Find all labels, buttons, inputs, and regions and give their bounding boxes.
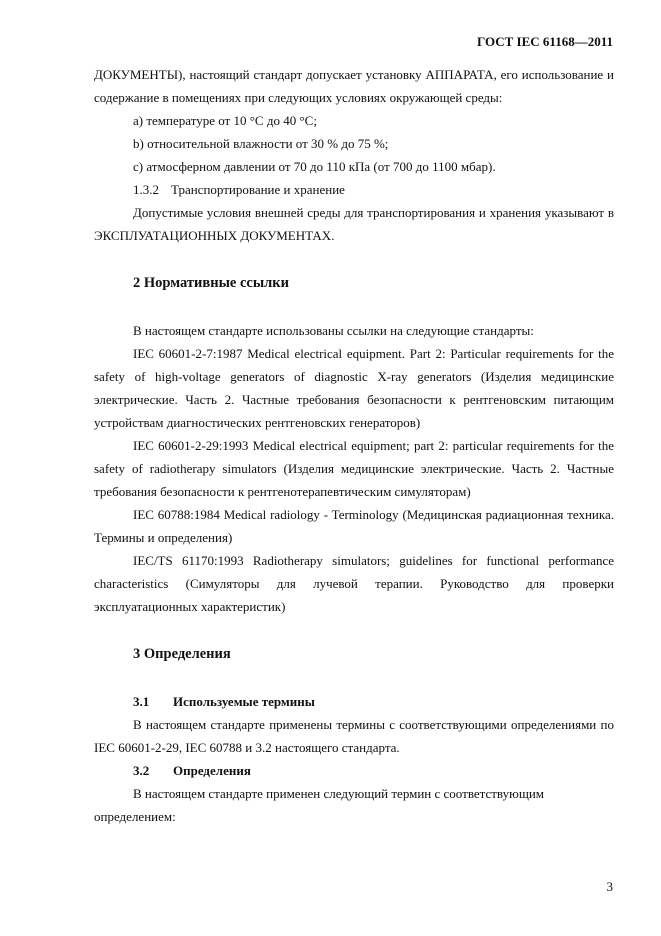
subsection-number: 3.2 (133, 763, 150, 778)
subsection-1-3-2 (94, 178, 614, 201)
reference-iec-ts-61170: IEC/TS 61170:1993 Radiotherapy simulators; guidelines for functional performance characteristics (Симуляторы для лучевой терапии. Руководство для проверки эксплуатационных характеристик) (94, 553, 614, 614)
paragraph-references-intro: В настоящем стандарте использованы ссылки на следующие стандарты: (133, 323, 534, 338)
document-header: ГОСТ IEC 61168—2011 (477, 34, 613, 49)
paragraph-environment-intro: ДОКУМЕНТЫ), настоящий стандарт допускает установку АППАРАТА, его использование и содержание в помещениях при следующих условиях окружающей среды: (94, 67, 614, 105)
page-number: 3 (606, 879, 613, 894)
section-heading-normative-references: 2 Нормативные ссылки (133, 275, 289, 291)
paragraph-definitions-intro: В настоящем стандарте применен следующий термин с соответствующим определением: (94, 786, 545, 824)
reference-iec-60601-2-29: IEC 60601-2-29:1993 Medical electrical equipment; part 2: particular requirements for the safety of radiotherapy simulators (Изделия медицинские электрические. Часть 2. Частные требования безопасности к рентгенотерапевтическим симуляторам) (94, 438, 614, 499)
subsection-title: Используемые термины (173, 694, 315, 709)
page-body (94, 63, 614, 828)
subsection-3-1 (94, 690, 614, 713)
section-heading-definitions: 3 Определения (133, 646, 231, 662)
list-item-temperature: a) температуре от 10 °С до 40 °С; (133, 113, 317, 128)
subsection-number: 3.1 (133, 694, 150, 709)
list-item-pressure: c) атмосферном давлении от 70 до 110 кПа (от 700 до 1100 мбар). (133, 159, 496, 174)
reference-iec-60788: IEC 60788:1984 Medical radiology - Terminology (Медицинская радиационная техника. Термины и определения) (94, 507, 614, 545)
subsection-title: Определения (173, 763, 251, 778)
paragraph-transport-conditions: Допустимые условия внешней среды для транспортирования и хранения указывают в ЭКСПЛУАТАЦИОННЫХ ДОКУМЕНТАХ. (94, 205, 614, 243)
subsection-3-2 (94, 759, 614, 782)
paragraph-terms-used: В настоящем стандарте применены термины с соответствующими определениями по IEC 60601-2-29, IEC 60788 и 3.2 настоящего стандарта. (94, 717, 614, 755)
subsection-title: Транспортирование и хранение (171, 182, 345, 197)
subsection-number: 1.3.2 (133, 182, 159, 197)
list-item-humidity: b) относительной влажности от 30 % до 75 %; (133, 136, 389, 151)
reference-iec-60601-2-7: IEC 60601-2-7:1987 Medical electrical equipment. Part 2: Particular requirements for the safety of high-voltage generators of diagnostic X-ray generators (Изделия медицинские электрические. Часть 2. Частные требования безопасности к рентгеновским питающим устройствам диагностических рентгеновских генераторов) (94, 346, 614, 430)
